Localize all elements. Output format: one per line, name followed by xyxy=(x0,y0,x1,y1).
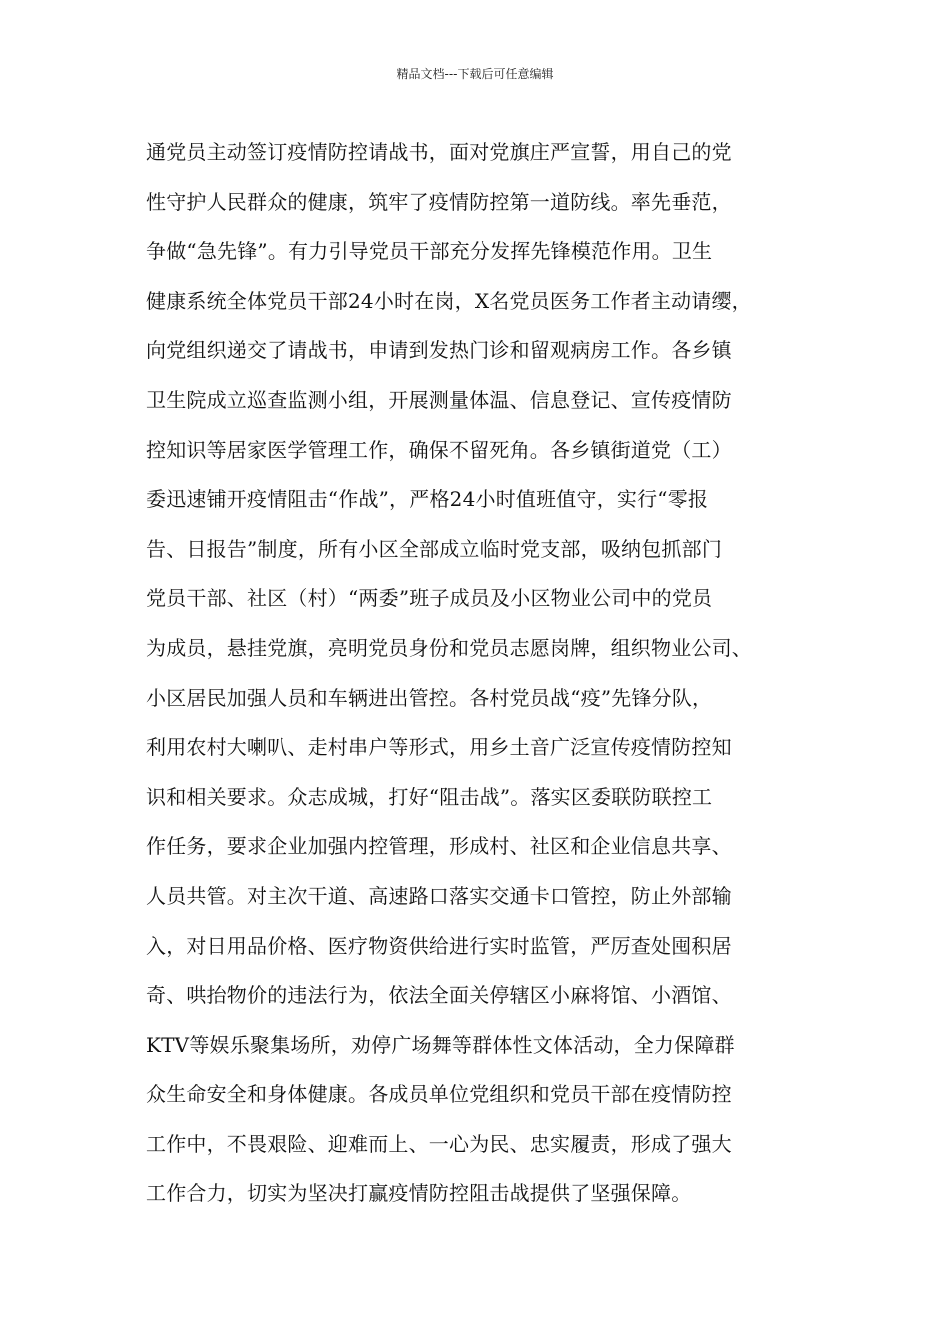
text-line: 向党组织递交了请战书，申请到发热门诊和留观病房工作。各乡镇 xyxy=(146,338,732,363)
text-line: 人员共管。对主次干道、高速路口落实交通卡口管控，防止外部输 xyxy=(146,883,732,908)
text-line: 作任务，要求企业加强内控管理，形成村、社区和企业信息共享、 xyxy=(146,834,732,859)
text-line: 争做“急先锋”。有力引导党员干部充分发挥先锋模范作用。卫生 xyxy=(146,239,713,264)
text-line: 利用农村大喇叭、走村串户等形式，用乡土音广泛宣传疫情防控知 xyxy=(146,735,732,760)
text-line: 奇、哄抬物价的违法行为，依法全面关停辖区小麻将馆、小酒馆、 xyxy=(146,983,732,1008)
body-paragraph xyxy=(146,128,826,1219)
page-header: 精品文档---下载后可任意编辑 xyxy=(396,67,554,81)
text-line: 众生命安全和身体健康。各成员单位党组织和党员干部在疫情防控 xyxy=(146,1082,732,1107)
text-line: 党员干部、社区（村）“两委”班子成员及小区物业公司中的党员 xyxy=(146,586,713,611)
text-line: 健康系统全体党员干部24小时在岗，X名党员医务工作者主动请缨， xyxy=(146,288,752,313)
text-line: 识和相关要求。众志成城，打好“阻击战”。落实区委联防联控工 xyxy=(146,784,713,809)
text-line: 卫生院成立巡查监测小组，开展测量体温、信息登记、宣传疫情防 xyxy=(146,387,732,412)
text-line: 委迅速铺开疫情阻击“作战”，严格24小时值班值守，实行“零报 xyxy=(146,487,709,512)
text-line: KTV等娱乐聚集场所，劝停广场舞等群体性文体活动，全力保障群 xyxy=(146,1032,735,1057)
text-line: 入，对日用品价格、医疗物资供给进行实时监管，严厉查处囤积居 xyxy=(146,933,732,958)
text-line: 小区居民加强人员和车辆进出管控。各村党员战“疫”先锋分队， xyxy=(146,685,713,710)
text-line: 为成员，悬挂党旗，亮明党员身份和党员志愿岗牌，组织物业公司、 xyxy=(146,635,752,660)
text-line: 告、日报告”制度，所有小区全部成立临时党支部，吸纳包抓部门 xyxy=(146,536,723,561)
text-line: 工作合力，切实为坚决打赢疫情防控阻击战提供了坚强保障。 xyxy=(146,1181,692,1206)
text-line: 控知识等居家医学管理工作，确保不留死角。各乡镇街道党（工） xyxy=(146,437,732,462)
text-line: 工作中，不畏艰险、迎难而上、一心为民、忠实履责，形成了强大 xyxy=(146,1131,732,1156)
text-line: 通党员主动签订疫情防控请战书，面对党旗庄严宣誓，用自己的党 xyxy=(146,140,732,164)
text-line: 性守护人民群众的健康，筑牢了疫情防控第一道防线。率先垂范， xyxy=(146,189,732,214)
